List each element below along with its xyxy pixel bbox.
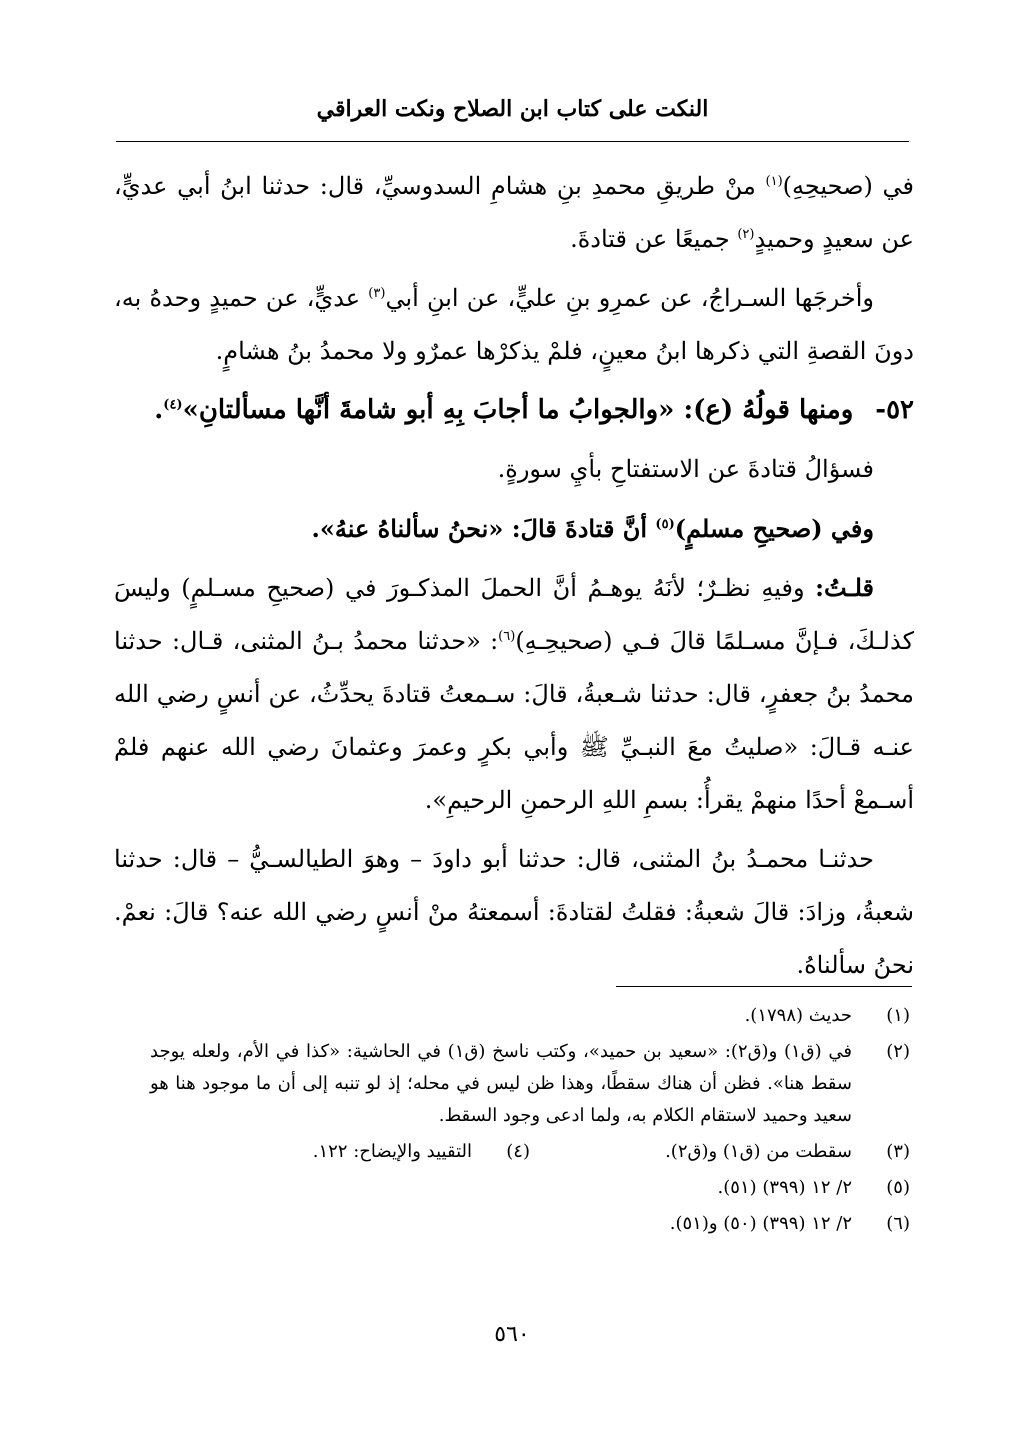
footnote-4	[150, 1136, 530, 1168]
footnote-text: سقطت من (ق١) و(ق٢).	[665, 1141, 852, 1162]
footnote-ref-1: (١)	[765, 174, 783, 189]
paragraph-6	[114, 561, 914, 827]
footnote-1	[150, 1000, 910, 1032]
footnote-number: (٤)	[506, 1141, 530, 1162]
paragraph-2	[114, 272, 914, 378]
p2-text-a: وأخرجَها السـراجُ، عن عمرِو بنِ عليٍّ، عن ابنِ أبي	[385, 284, 874, 312]
p1-text-b: منْ طريقِ محمدِ بنِ هشامِ السدوسيِّ، قال: حدثنا ابنُ أبي عديٍّ، عن سعيدٍ وحميدٍ	[114, 172, 914, 253]
footnote-number: (٥)	[886, 1177, 910, 1198]
footnote-ref-3: (٣)	[368, 286, 386, 301]
footnote-text: ٢/ ١٢ (٣٩٩) (٥١).	[717, 1177, 852, 1198]
p6-lead: قلـتُ:	[815, 573, 874, 602]
footnote-ref-2: (٢)	[737, 227, 755, 242]
footnote-3	[530, 1136, 910, 1168]
paragraph-1	[114, 160, 914, 266]
p5-text-b: أنَّ قتادةَ قالَ: «نحنُ سألناهُ عنهُ».	[311, 514, 656, 543]
main-text	[114, 160, 914, 998]
footnote-2	[150, 1036, 910, 1132]
footnote-text: حديث (١٧٩٨).	[744, 1005, 852, 1026]
footnote-text: في (ق١) و(ق٢): «سعيد بن حميد»، وكتب ناسخ (ق١) في الحاشية: «كذا في الأم، ولعله يوجد سقط هنا». فظن أن هناك سقطًا، وهذا ظن ليس في محله؛ إذ لو تنبه إلى أن ما موجود هنا هو سعيد وحميد لاستقام الكلام به، ولما ادعى وجود السقط.	[150, 1041, 852, 1126]
footnote-6	[150, 1208, 910, 1240]
footnote-number: (٣)	[886, 1141, 910, 1162]
p4-text: فسؤالُ قتادةَ عن الاستفتاحِ بأيِ سورةٍ.	[497, 455, 874, 483]
footnote-number: (٦)	[886, 1213, 910, 1234]
p3-text-a: ومنها قولُهُ (ع): «والجوابُ ما أجابَ بِهِ أبو شامةَ أنَّها مسألتانِ»	[182, 395, 854, 425]
footnote-number: (١)	[886, 1005, 910, 1026]
p7-text: حدثنـا محمـدُ بنُ المثنى، قال: حدثنا أبو داودَ – وهوَ الطيالسـيُّ – قال: حدثنا شعبةُ، وزادَ: قالَ شعبةُ: فقلتُ لقتادةَ: أسمعتهُ منْ أنسٍ رضي الله عنه؟ قالَ: نعمْ. نحنُ سألناهُ.	[114, 845, 914, 979]
p2-text-b: عديٍّ، عن حميدٍ وحدهُ به، دونَ القصةِ التي ذكرها ابنُ معينٍ، فلمْ يذكرْها عمرٌو ولا محمدُ بنُ هشامٍ.	[114, 284, 914, 365]
paragraph-5	[114, 502, 914, 555]
footnote-text: ٢/ ١٢ (٣٩٩) (٥٠) و(٥١).	[669, 1213, 852, 1234]
footnotes	[150, 1000, 910, 1244]
paragraph-3-heading	[114, 384, 914, 437]
footnote-5	[150, 1172, 910, 1204]
section-number: ٥٢-	[875, 395, 914, 425]
footnote-ref-6: (٦)	[498, 629, 516, 644]
footnote-number: (٢)	[886, 1041, 910, 1062]
footnote-ref-4: (٤)	[163, 397, 183, 413]
p6-text-a: وفيهِ نظـرٌ؛ لأنَهُ يوهـمُ أنَّ الحملَ المذكـورَ في (صحيحِ مسـلمٍ) وليسَ كذلـكَ، فـإنَّ مسـلمًا قالَ فـي (صحيحِـهِ)	[114, 574, 915, 655]
p1-text-c: جميعًا عن قتادةَ.	[570, 225, 738, 253]
page-number: ٥٦٠	[494, 1322, 530, 1347]
running-head: النكت على كتاب ابن الصلاح ونكت العراقي	[316, 96, 709, 122]
paragraph-7	[114, 833, 914, 992]
p3-text-b: .	[154, 395, 164, 425]
footnote-ref-5: (٥)	[655, 517, 675, 532]
p6-text-b: : «حدثنا محمدُ بـنُ المثنى، قـال: حدثنا محمدُ بنُ جعفرٍ، قال: حدثنا شـعبةُ، قالَ: سـمعتُ قتادةَ يحدِّثُ، عن أنسٍ رضي الله عنـه قـالَ: «صليتُ معَ النبـيِّ ﷺ وأبي بكرٍ وعمرَ وعثمانَ رضي الله عنهم فلمْ أسـمعْ أحدًا منهمْ يقرأُ: بسمِ اللهِ الرحمنِ الرحيمِ».	[114, 627, 914, 814]
paragraph-4	[114, 443, 914, 496]
footnote-divider	[616, 986, 912, 987]
header-divider	[116, 141, 909, 142]
footnote-row-3-4	[150, 1136, 910, 1168]
footnote-text: التقييد والإيضاح: ١٢٢.	[312, 1141, 472, 1162]
p1-text-a: في (صحيحِهِ)	[782, 172, 914, 200]
p5-text-a: وفي (صحيحِ مسلمٍ)	[674, 514, 874, 543]
